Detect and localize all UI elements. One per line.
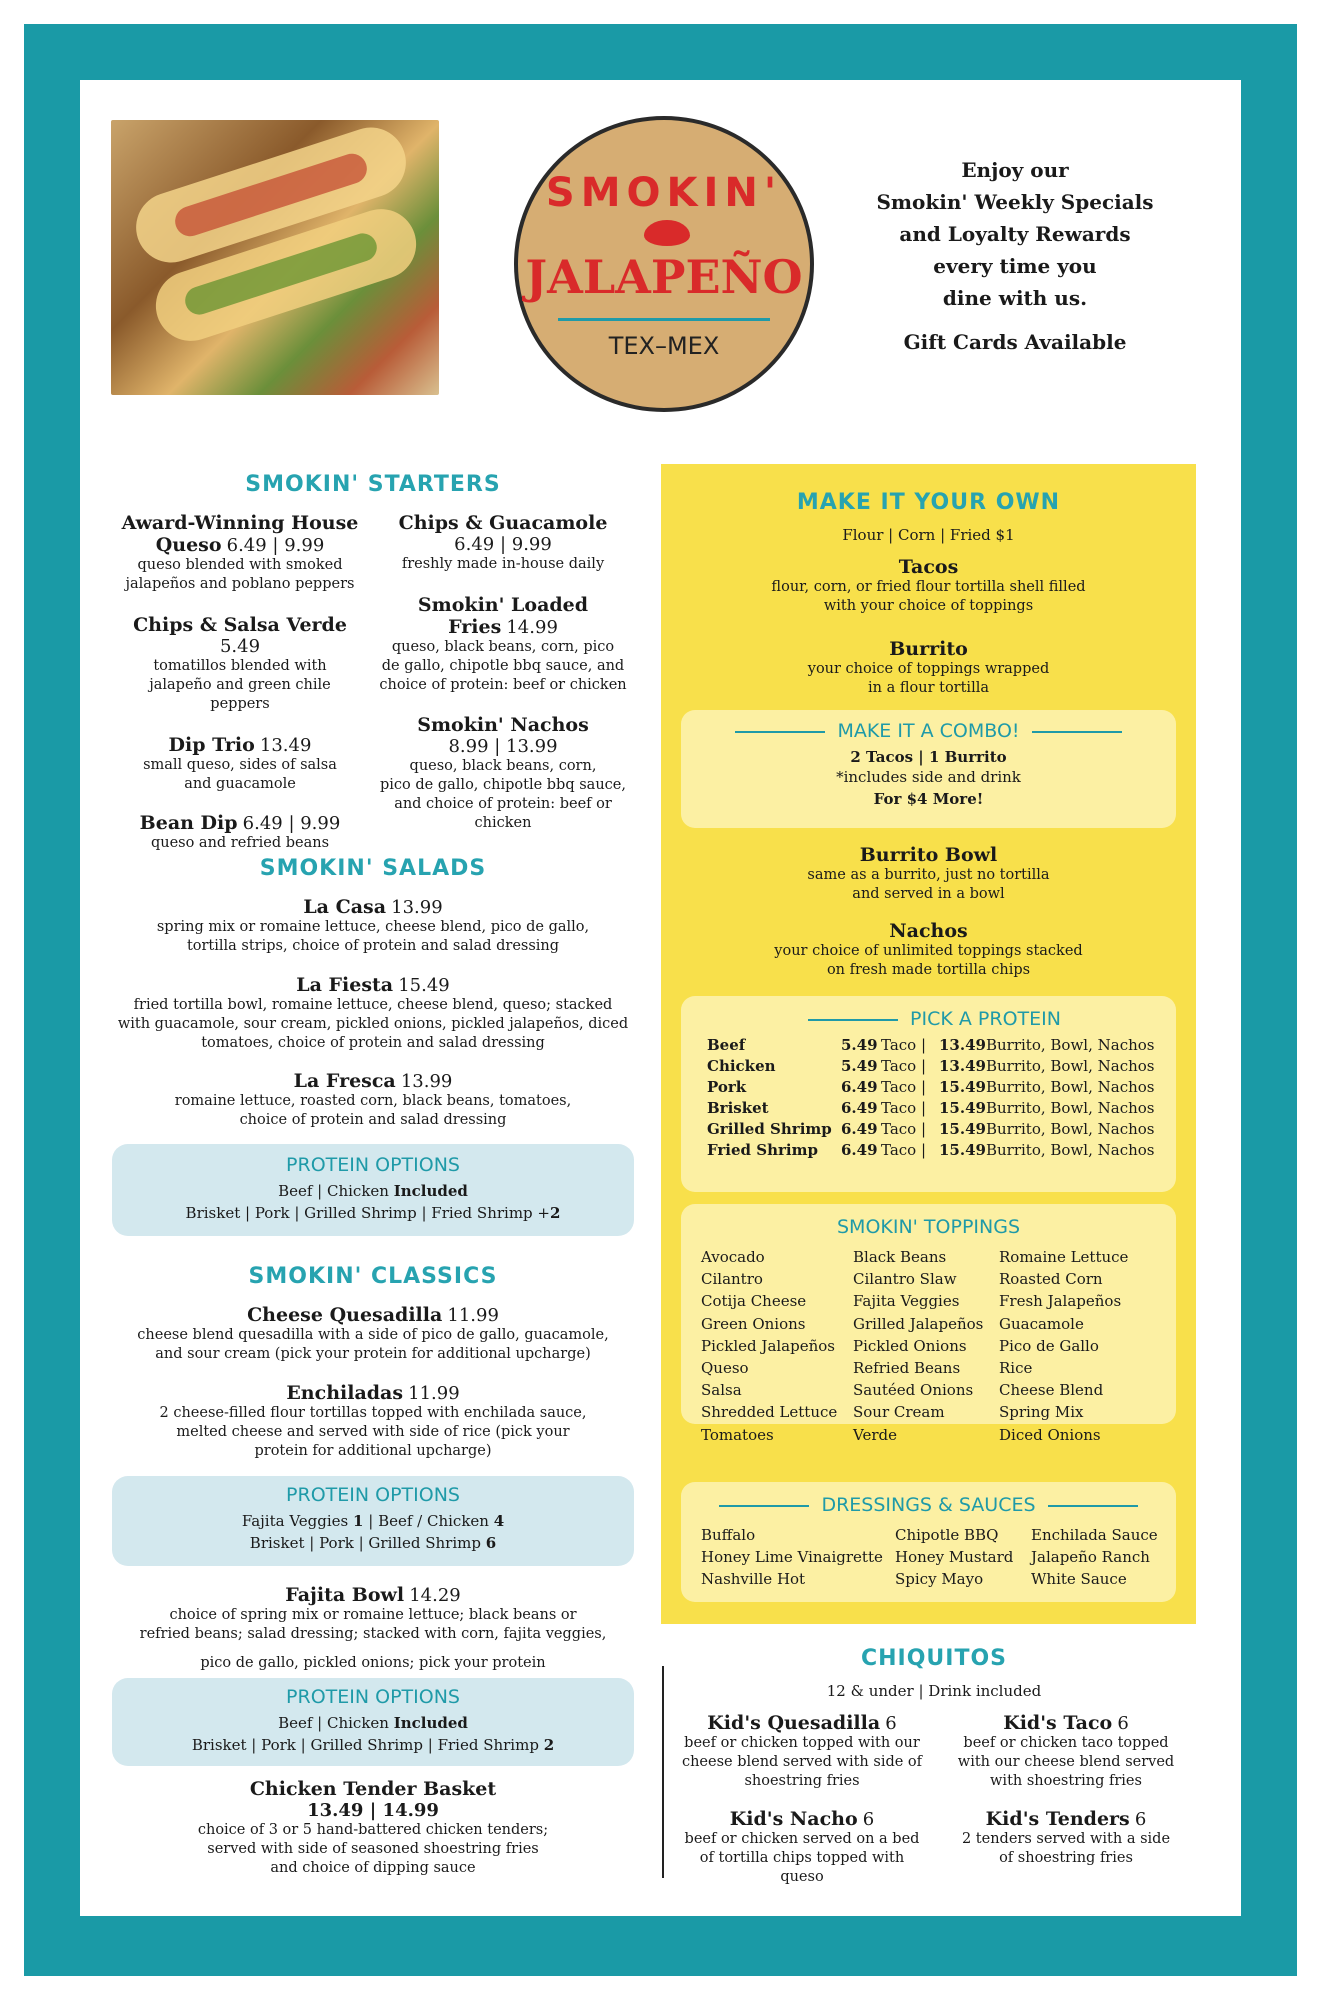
tacos-photo bbox=[111, 120, 439, 395]
toppings-box: SMOKIN' TOPPINGS Avocado Cilantro Cotija Cheese Green Onions Pickled Jalapeños Queso Salsa Shredded Lettuce Tomatoes Black Beans Cilantro Slaw Fajita Veggies Grilled Jalapeños Pickled Onions Refried Beans Sautéed Onions Sour Cream Verde Romaine Lettuce Roasted Corn Fresh Jalapeños Guacamole Pico de Gallo Rice Cheese Blend Spring Mix Diced Onions bbox=[681, 1204, 1176, 1424]
dressings-col-3: Enchilada Sauce Jalapeño Ranch White Sauce bbox=[1031, 1526, 1158, 1589]
classic-cheese-quesadilla: Cheese Quesadilla 11.99 cheese blend quesadilla with a side of pico de gallo, guacamole, and sour cream (pick your protein for additional upcharge) bbox=[137, 1304, 609, 1362]
protein-row: Grilled Shrimp 6.49 Taco | 15.49 Burrito, Bowl, Nachos bbox=[707, 1120, 1155, 1138]
chili-icon bbox=[644, 220, 690, 246]
protein-row: Chicken 5.49 Taco | 13.49 Burrito, Bowl, Nachos bbox=[707, 1057, 1155, 1075]
toppings-col-2: Black Beans Cilantro Slaw Fajita Veggies Grilled Jalapeños Pickled Onions Refried Beans Sautéed Onions Sour Cream Verde bbox=[853, 1248, 984, 1444]
starter-salsa-verde: Chips & Salsa Verde 5.49 tomatillos blended with jalapeño and green chile peppers bbox=[133, 614, 347, 712]
make-own-nachos: Nachos your choice of unlimited toppings stacked on fresh made tortilla chips bbox=[774, 920, 1083, 978]
dressings-grid bbox=[701, 1524, 1181, 1591]
flourish-left bbox=[719, 1505, 809, 1507]
logo-main-text: JALAPEÑO bbox=[525, 250, 803, 304]
kids-taco: Kid's Taco 6 beef or chicken taco topped with our cheese blend served with shoestring fries bbox=[957, 1712, 1175, 1789]
promo-text: Enjoy our Smokin' Weekly Specials and Loyalty Rewards every time you dine with us. Gift Cards Available bbox=[850, 154, 1180, 358]
classics-title: SMOKIN' CLASSICS bbox=[248, 1264, 498, 1289]
flourish-right bbox=[1048, 1505, 1138, 1507]
starter-queso: Award-Winning House Queso 6.49 | 9.99 queso blended with smoked jalapeños and poblano peppers bbox=[121, 512, 359, 592]
starter-bean-dip: Bean Dip 6.49 | 9.99 queso and refried beans bbox=[139, 812, 341, 851]
toppings-col-3: Romaine Lettuce Roasted Corn Fresh Jalapeños Guacamole Pico de Gallo Rice Cheese Blend Spring Mix Diced Onions bbox=[999, 1248, 1129, 1444]
make-it-your-own-panel bbox=[661, 464, 1196, 1624]
chiquitos-sub: 12 & under | Drink included bbox=[826, 1682, 1042, 1700]
starter-chips-guac: Chips & Guacamole 6.49 | 9.99 freshly made in-house daily bbox=[398, 512, 608, 572]
salad-la-casa: La Casa 13.99 spring mix or romaine lettuce, cheese blend, pico de gallo, tortilla strips, choice of protein and salad dressing bbox=[156, 896, 590, 954]
make-own-tacos: Tacos flour, corn, or fried flour tortilla shell filled with your choice of toppings bbox=[771, 556, 1086, 614]
flourish-left bbox=[808, 1019, 898, 1021]
starter-loaded-fries: Smokin' Loaded Fries 14.99 queso, black beans, corn, pico de gallo, chipotle bbq sauce, and choice of protein: beef or chicken bbox=[379, 594, 627, 693]
protein-row: Brisket 6.49 Taco | 15.49 Burrito, Bowl, Nachos bbox=[707, 1099, 1155, 1117]
logo bbox=[514, 116, 814, 412]
classic-chicken-tender-basket: Chicken Tender Basket 13.49 | 14.99 choice of 3 or 5 hand-battered chicken tenders; served with side of seasoned shoestring fries and choice of dipping sauce bbox=[197, 1778, 549, 1876]
toppings-grid bbox=[701, 1246, 1149, 1446]
flourish-right bbox=[1032, 731, 1122, 733]
dressings-box: DRESSINGS & SAUCES Buffalo Honey Lime Vinaigrette Nashville Hot Chipotle BBQ Honey Mustard Spicy Mayo Enchilada Sauce Jalapeño Ranch White Sauce bbox=[681, 1482, 1176, 1602]
protein-row: Fried Shrimp 6.49 Taco | 15.49 Burrito, Bowl, Nachos bbox=[707, 1141, 1155, 1159]
classic-fajita-bowl: Fajita Bowl 14.29 choice of spring mix or romaine lettuce; black beans or refried beans; salad dressing; stacked with corn, fajita veggies, pico de gallo, pickled onions; pick your protein bbox=[139, 1584, 607, 1671]
pick-protein-box: PICK A PROTEIN Beef 5.49 Taco | 13.49 Burrito, Bowl, Nachos Chicken 5.49 Taco | 13.49 Burrito, Bowl, Nachos Pork 6.49 Taco | 15.49 Burrito, Bowl, Nachos Brisket 6.49 Taco | 15.49 Burrito, Bowl, Nachos Grilled Shrimp 6.49 Taco | 15.49 Burrito, Bowl, Nachos Fried Shrimp 6.49 Taco | 15.49 Burrito, Bowl, Nachos bbox=[681, 996, 1176, 1192]
gift-cards: Gift Cards Available bbox=[903, 330, 1127, 354]
logo-divider bbox=[558, 318, 770, 321]
starter-dip-trio: Dip Trio 13.49 small queso, sides of salsa and guacamole bbox=[143, 734, 337, 792]
classics-protein-box-1: PROTEIN OPTIONS Fajita Veggies 1 | Beef / Chicken 4 Brisket | Pork | Grilled Shrimp 6 bbox=[112, 1476, 634, 1566]
classics-protein-box-2: PROTEIN OPTIONS Beef | Chicken Included Brisket | Pork | Grilled Shrimp | Fried Shrimp 2 bbox=[112, 1678, 634, 1766]
make-own-burrito-bowl: Burrito Bowl same as a burrito, just no tortilla and served in a bowl bbox=[807, 844, 1050, 902]
kids-nacho: Kid's Nacho 6 beef or chicken served on a bed of tortilla chips topped with queso bbox=[684, 1808, 920, 1885]
starter-nachos: Smokin' Nachos 8.99 | 13.99 queso, black beans, corn, pico de gallo, chipotle bbq sauce, and choice of protein: beef or chicken bbox=[380, 714, 626, 831]
make-own-burrito: Burrito your choice of toppings wrapped in a flour tortilla bbox=[807, 638, 1050, 696]
protein-row: Pork 6.49 Taco | 15.49 Burrito, Bowl, Nachos bbox=[707, 1078, 1155, 1096]
salads-title: SMOKIN' SALADS bbox=[259, 856, 487, 881]
kids-quesadilla: Kid's Quesadilla 6 beef or chicken topped with our cheese blend served with side of shoestring fries bbox=[681, 1712, 923, 1789]
protein-table bbox=[707, 1036, 1155, 1162]
kids-tenders: Kid's Tenders 6 2 tenders served with a side of shoestring fries bbox=[961, 1808, 1171, 1866]
make-own-options: Flour | Corn | Fried $1 bbox=[842, 526, 1015, 544]
logo-top-text: SMOKIN' bbox=[545, 170, 783, 216]
chiquitos-divider bbox=[662, 1666, 664, 1878]
salad-la-fiesta: La Fiesta 15.49 fried tortilla bowl, romaine lettuce, cheese blend, queso; stacked with guacamole, sour cream, pickled onions, pickled jalapeños, diced tomatoes, choice of protein and salad dressing bbox=[117, 974, 629, 1051]
combo-box: MAKE IT A COMBO! 2 Tacos | 1 Burrito *includes side and drink For $4 More! bbox=[681, 710, 1176, 828]
starters-title: SMOKIN' STARTERS bbox=[245, 472, 501, 497]
toppings-col-1: Avocado Cilantro Cotija Cheese Green Onions Pickled Jalapeños Queso Salsa Shredded Lettuce Tomatoes bbox=[701, 1248, 838, 1444]
dressings-col-2: Chipotle BBQ Honey Mustard Spicy Mayo bbox=[895, 1526, 1014, 1589]
dressings-col-1: Buffalo Honey Lime Vinaigrette Nashville Hot bbox=[701, 1526, 883, 1589]
salad-protein-box: PROTEIN OPTIONS Beef | Chicken Included Brisket | Pork | Grilled Shrimp | Fried Shrimp +2 bbox=[112, 1144, 634, 1236]
logo-sub-text: TEX–MEX bbox=[608, 332, 720, 360]
flourish-left bbox=[735, 731, 825, 733]
protein-row: Beef 5.49 Taco | 13.49 Burrito, Bowl, Nachos bbox=[707, 1036, 1155, 1054]
salad-la-fresca: La Fresca 13.99 romaine lettuce, roasted corn, black beans, tomatoes, choice of protein and salad dressing bbox=[174, 1070, 572, 1128]
classic-enchiladas: Enchiladas 11.99 2 cheese-filled flour tortillas topped with enchilada sauce, melted cheese and served with side of rice (pick your protein for additional upcharge) bbox=[159, 1382, 587, 1459]
chiquitos-title: CHIQUITOS bbox=[860, 1646, 1008, 1671]
make-own-title: MAKE IT YOUR OWN bbox=[796, 490, 1061, 515]
